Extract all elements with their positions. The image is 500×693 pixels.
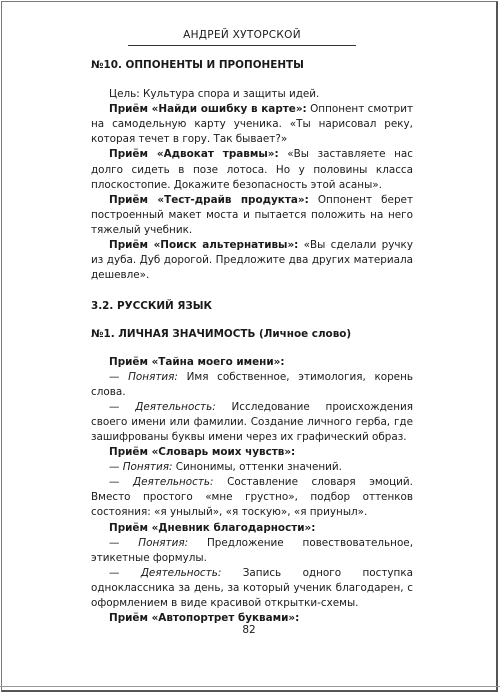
paragraph-text: «Вы сделали ручку из дуба. Дуб дорогой. Предложите два других материала дешевле».	[91, 239, 413, 282]
technique-heading: Приём «Дневник благодарности»:	[109, 521, 316, 534]
concepts-line: — Понятия: Имя собственное, этимология, корень слова.	[91, 370, 413, 398]
paragraph-test-drive	[91, 193, 413, 238]
paragraph-text: Оппонент берет построенный макет моста и пытается положить на него тяжелый учебник.	[91, 193, 413, 236]
paragraph-alternative	[91, 238, 413, 283]
divider	[0, 686, 500, 687]
page-number: 82	[242, 624, 256, 636]
technique-label: Приём «Поиск альтернативы»:	[109, 239, 299, 252]
paragraph-trauma-advocate	[91, 147, 413, 192]
book-page	[1, 1, 498, 692]
technique-heading: Приём «Словарь моих чувств»:	[109, 446, 296, 459]
activity-line: — Деятельность: Исследование происхождения своего имени или фамилии. Создание личного герба, где зашифрованы буквы имени через их графический образ.	[91, 400, 413, 443]
paragraph-text: Оппонент смотрит на самодельную карту ученика. «Ты нарисовал реку, которая течет в гору. Так бывает?»	[91, 103, 413, 146]
concepts-line: — Понятия: Предложение повествовательное, этикетные формулы.	[91, 536, 413, 564]
paragraph-text: «Вы заставляете нас долго сидеть в позе лотоса. Но у половины класса плоскостопие. Докажите безопасность этой асаны».	[91, 148, 413, 191]
concepts-line: — Понятия: Синонимы, оттенки значений.	[109, 461, 342, 474]
paragraph-find-error	[91, 102, 413, 147]
goal-paragraph: Цель: Культура спора и защиты идей.	[109, 88, 320, 101]
technique-heading: Приём «Автопортрет буквами»:	[109, 612, 300, 625]
technique-label: Приём «Тест-драйв продукта»:	[109, 193, 309, 206]
technique-heading: Приём «Тайна моего имени»:	[109, 355, 285, 368]
chapter-heading: 3.2. РУССКИЙ ЯЗЫК	[91, 300, 212, 313]
activity-line: — Деятельность: Запись одного поступка одноклассника за день, за который ученик благодарен, с оформлением в виде красивой открытки-схемы.	[91, 566, 413, 609]
running-header: АНДРЕЙ ХУТОРСКОЙ	[128, 29, 356, 46]
activity-line: — Деятельность: Составление словаря эмоций. Вместо простого «мне грустно», подбор оттенков состояния: «я унылый», «я тоскую», «я приуныл».	[91, 476, 413, 519]
section-heading: №10. ОППОНЕНТЫ И ПРОПОНЕНТЫ	[91, 59, 304, 71]
section-heading: №1. ЛИЧНАЯ ЗНАЧИМОСТЬ (Личное слово)	[91, 328, 352, 341]
page-body	[91, 58, 413, 626]
technique-label: Приём «Найди ошибку в карте»:	[109, 103, 307, 116]
technique-label: Приём «Адвокат травмы»:	[109, 148, 279, 161]
